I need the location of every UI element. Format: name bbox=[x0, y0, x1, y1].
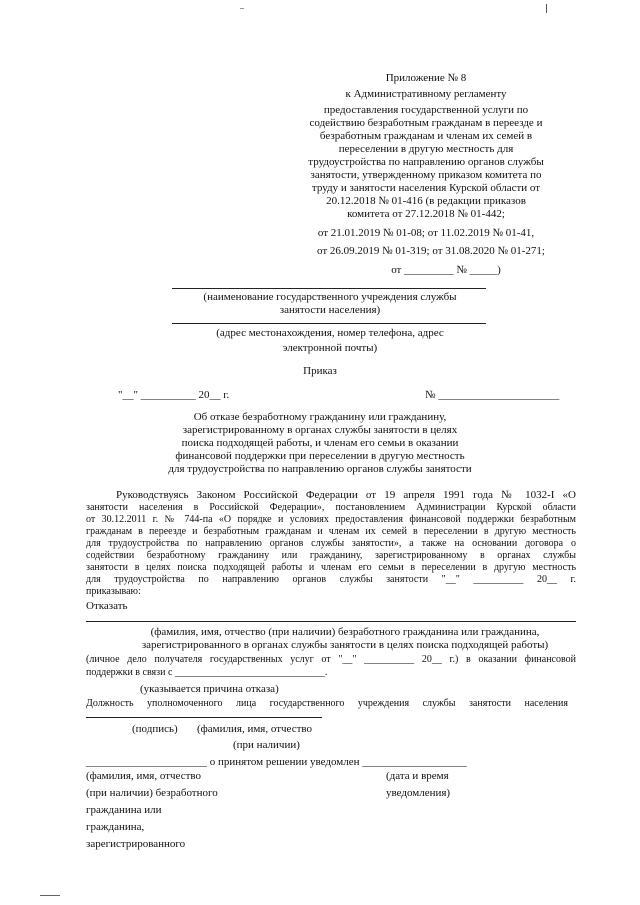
scan-mark bbox=[240, 8, 244, 9]
appendix-line: труду и занятости населения Курской области от bbox=[311, 182, 541, 194]
appendix-line: безработным гражданам и членам их семей в bbox=[319, 130, 533, 142]
institution-name-caption: (наименование государственного учреждения службы bbox=[203, 291, 457, 303]
body-line: Руководствуясь Законом Российской Федерации от 19 апреля 1991 года № 1032-I «О bbox=[116, 489, 576, 501]
appendix-line: от _________ № _____) bbox=[391, 264, 501, 276]
appendix-line: предоставления государственной услуги по bbox=[323, 104, 529, 116]
body-line: содействии безработному гражданину или гражданину, зарегистрированному в органах службы bbox=[86, 550, 576, 561]
fio-line bbox=[86, 621, 576, 622]
left-caption: гражданина или bbox=[86, 804, 162, 816]
order-title: Приказ bbox=[303, 365, 337, 377]
order-date: "__" __________ 20__ г. bbox=[118, 389, 230, 401]
body-line: для трудоустройства по направлению органов службы занятости», а также на основании договора о bbox=[86, 538, 576, 549]
appendix-line: Приложение № 8 bbox=[385, 72, 467, 84]
subject-line: для трудоустройства по направлению органов службы занятости bbox=[168, 463, 472, 475]
appendix-line: переселении в другую местность для bbox=[338, 143, 514, 155]
position-line: Должность уполномоченного лица государственного учреждения службы занятости населения bbox=[86, 698, 568, 709]
appendix-line: от 21.01.2019 № 01-08; от 11.02.2019 № 01-41, bbox=[317, 227, 535, 239]
appendix-line: содействию безработным гражданам в переезде и bbox=[309, 117, 543, 129]
case-line: (личное дело получателя государственных услуг от "__" __________ 20__ г.) в оказании финансовой bbox=[86, 654, 576, 665]
appendix-line: занятости, утвержденному приказом комитета по bbox=[310, 169, 542, 181]
body-line: гражданам в переезде и безработным гражданам и членам их семей в переселении в другую местность bbox=[86, 526, 576, 537]
fio-short-caption: (фамилия, имя, отчество bbox=[197, 723, 313, 735]
body-line: занятости в целях поиска подходящей работы и членам его семьи в переселении в другую местность bbox=[86, 562, 576, 573]
appendix-line: 20.12.2018 № 01-416 (в редакции приказов bbox=[326, 195, 526, 207]
fio-short-caption: (при наличии) bbox=[233, 739, 300, 751]
institution-address-line bbox=[172, 323, 486, 324]
left-caption: гражданина, bbox=[86, 821, 145, 833]
refuse-label: Отказать bbox=[86, 600, 128, 612]
body-line: занятости населения в Российской Федерации», постановлением Администрации Курской области bbox=[86, 502, 576, 513]
reason-caption: (указывается причина отказа) bbox=[140, 683, 279, 695]
case-line: поддержки в связи с ______________________________. bbox=[86, 667, 328, 678]
left-caption: зарегистрированного bbox=[86, 838, 186, 850]
left-caption: (при наличии) безработного bbox=[86, 787, 218, 799]
fio-caption: (фамилия, имя, отчество (при наличии) безработного гражданина или гражданина, bbox=[150, 626, 540, 638]
appendix-line: к Административному регламенту bbox=[345, 88, 507, 100]
appendix-line: от 26.09.2019 № 01-319; от 31.08.2020 № 01-271; bbox=[316, 245, 545, 257]
appendix-line: трудоустройства по направлению органов службы bbox=[308, 156, 544, 168]
subject-line: поиска подходящей работы, и членам его семьи в оказании bbox=[181, 437, 459, 449]
appendix-line: комитета от 27.12.2018 № 01-442; bbox=[347, 208, 505, 220]
institution-name-caption: занятости населения) bbox=[279, 304, 381, 316]
scan-mark bbox=[546, 4, 547, 13]
institution-name-line bbox=[172, 288, 486, 289]
position-underline bbox=[86, 717, 322, 718]
fio-caption: зарегистрированного в органах службы занятости в целях поиска подходящей работы) bbox=[141, 639, 549, 651]
order-number: № ______________________ bbox=[425, 389, 560, 401]
institution-address-caption: электронной почты) bbox=[282, 342, 378, 354]
body-line: приказываю: bbox=[86, 586, 141, 597]
sign-caption: (подпись) bbox=[132, 723, 178, 735]
right-caption: уведомления) bbox=[386, 787, 451, 799]
body-line: от 30.12.2011 г. № 744-па «О порядке и условиях предоставления финансовой поддержки безработным bbox=[86, 514, 576, 525]
left-caption: (фамилия, имя, отчество bbox=[86, 770, 202, 782]
right-caption: (дата и время bbox=[386, 770, 449, 782]
subject-line: финансовой поддержки при переселении в другую местность bbox=[175, 450, 465, 462]
body-line: для трудоустройства по направлению органов службы занятости "__" __________ 20__ г. bbox=[86, 574, 576, 585]
institution-address-caption: (адрес местонахождения, номер телефона, адрес bbox=[216, 327, 444, 339]
subject-line: зарегистрированному в органах службы занятости в целях bbox=[182, 424, 458, 436]
scan-mark bbox=[40, 895, 60, 896]
subject-line: Об отказе безработному гражданину или гражданину, bbox=[193, 411, 447, 423]
notified-line: ______________________ о принятом решении уведомлен ___________________ bbox=[86, 756, 467, 768]
